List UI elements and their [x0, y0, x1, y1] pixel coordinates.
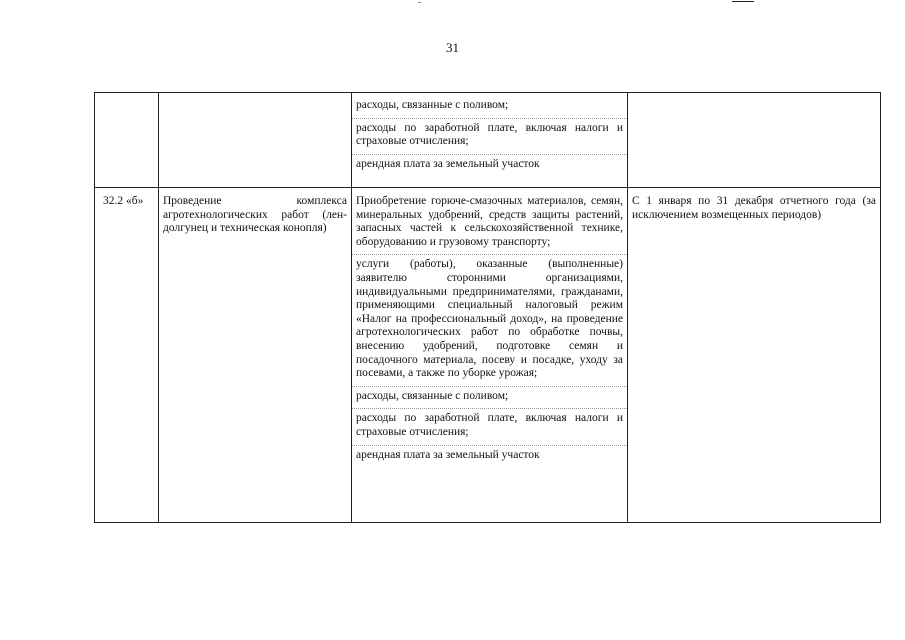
expense-list: [352, 188, 627, 467]
expense-item: Приобретение горюче-смазочных материалов, семян, минеральных удобрений, средств защиты растений, запасных частей к сельскохозяйственной технике, оборудованию и грузовому транспорту;: [356, 195, 623, 248]
row-number-cell: [95, 188, 159, 523]
expense-item: расходы, связанные с поливом;: [356, 99, 509, 111]
scan-mark: [732, 1, 754, 2]
expense-item: расходы по заработной плате, включая налоги и страховые отчисления;: [352, 118, 627, 154]
expense-item: расходы, связанные с поливом;: [352, 386, 627, 409]
period-cell: [628, 188, 881, 523]
row-number-cell: [95, 93, 159, 188]
period-text: С 1 января по 31 декабря отчетного года (за исключением возмещенных периодов): [632, 195, 876, 221]
page-number: 31: [446, 40, 459, 55]
activity-cell: [159, 93, 352, 188]
expense-list: [352, 93, 627, 176]
scan-mark: [418, 2, 421, 3]
activity-cell: [159, 188, 352, 523]
expense-item: арендная плата за земельный участок: [352, 445, 627, 468]
expense-item: услуги (работы), оказанные (выполненные) заявителю сторонними организациями, индивидуальными предпринимателями, гражданами, применяющими специальный налоговый режим «Налог на профессиональный доход», на проведение агротехнологических работ по обработке почвы, внесению удобрений, подготовке семян и посадочного материала, посеву и посадке, уходу за посевами, а также по уборке урожая;: [352, 254, 627, 385]
row-number: [95, 93, 158, 100]
scan-marks: [0, 0, 905, 10]
table-row: [95, 93, 881, 188]
expenses-cell: [352, 93, 628, 188]
expense-item: расходы по заработной плате, включая налоги и страховые отчисления;: [352, 408, 627, 444]
expense-item: арендная плата за земельный участок: [352, 154, 627, 177]
activity-text: [159, 93, 351, 98]
row-number: 32.2 «б»: [103, 195, 144, 207]
period-text: [628, 93, 880, 98]
expenses-table: [94, 92, 881, 523]
activity-text: Проведение комплекса агротехнологических работ (лен-долгунец и техническая конопля): [163, 195, 347, 235]
expenses-cell: [352, 188, 628, 523]
period-cell: [628, 93, 881, 188]
table-row: [95, 188, 881, 523]
